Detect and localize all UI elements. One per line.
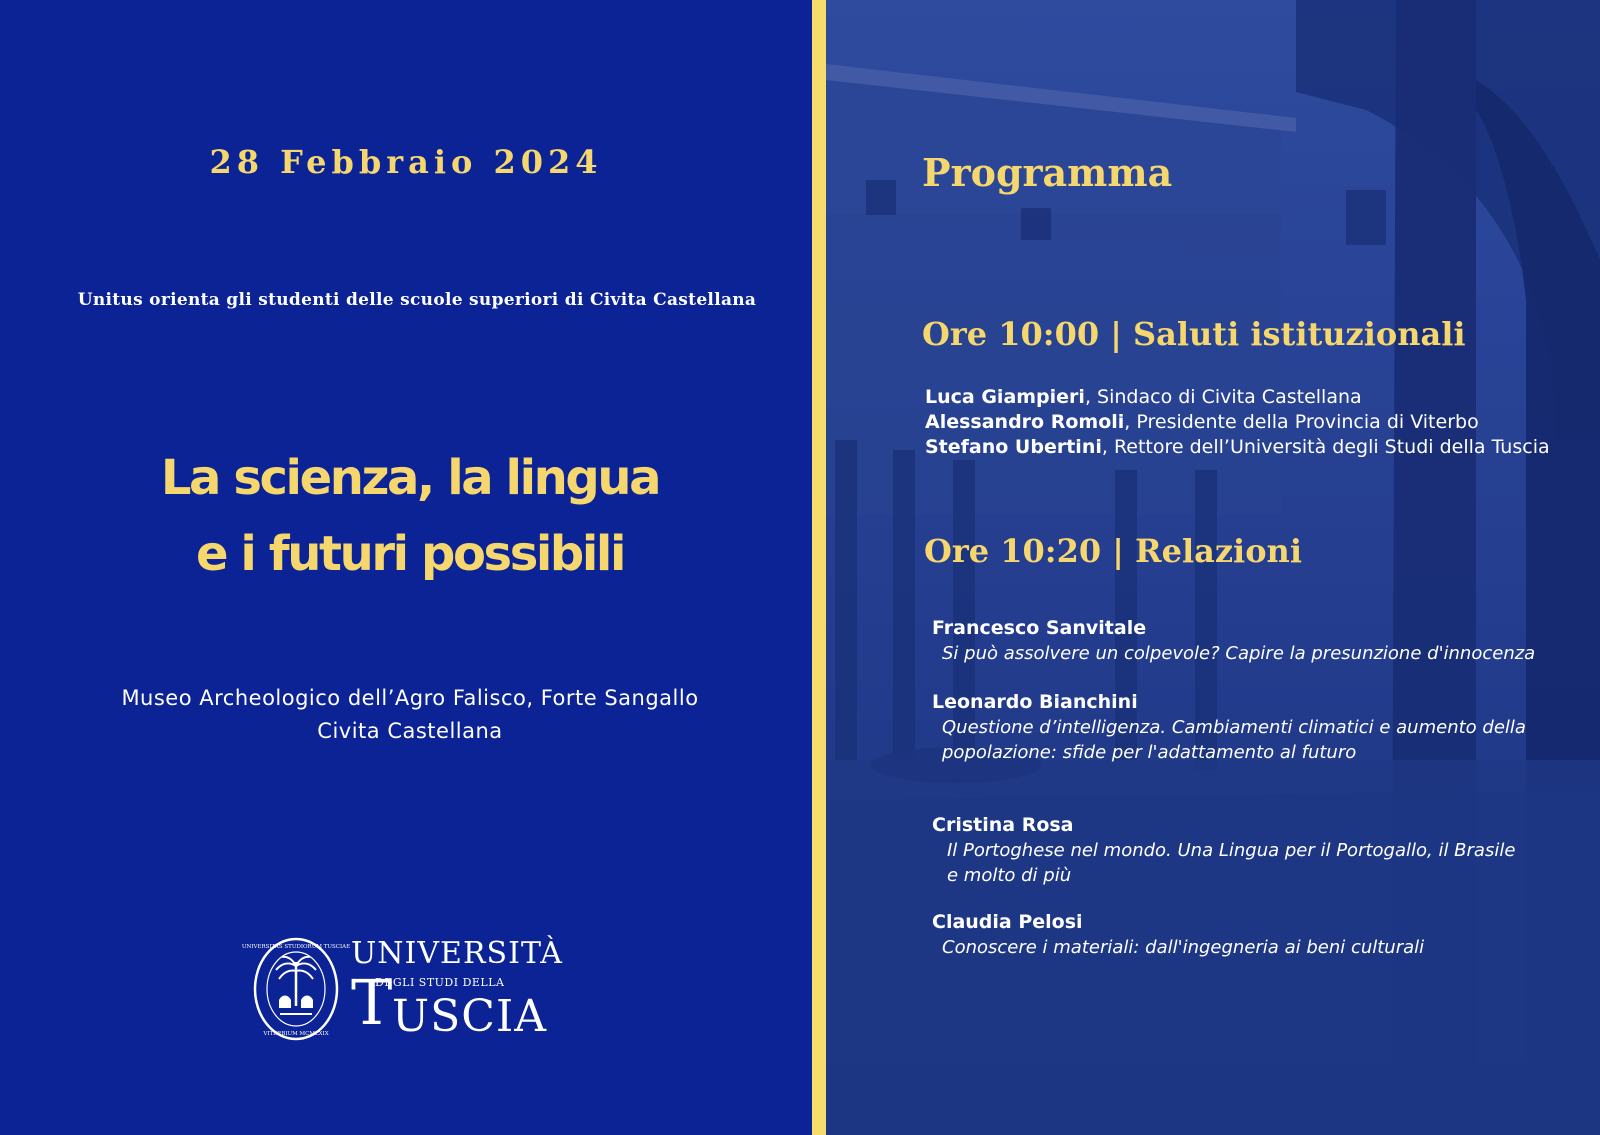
venue-line-2: Civita Castellana (317, 719, 503, 743)
program-heading: Programma (922, 150, 1173, 195)
logo-word-universita: UNIVERSITÀ (351, 936, 563, 971)
greeting-item (925, 435, 1550, 460)
event-title-line-1: La scienza, la lingua (160, 450, 660, 506)
talk-title-line-2: e molto di più (947, 865, 1072, 886)
logo-small-text: DEGLI STUDI DELLA (375, 976, 505, 989)
talk-item (932, 690, 1526, 765)
person-name: Stefano Ubertini (925, 436, 1102, 458)
talk-speaker: Claudia Pelosi (932, 911, 1083, 933)
university-seal-icon (241, 936, 351, 1042)
session-title-2: Ore 10:20 | Relazioni (924, 532, 1302, 570)
person-role: , Rettore dell’Università degli Studi della Tuscia (1101, 436, 1550, 458)
logo-word-tuscia: USCIA (392, 991, 548, 1042)
talk-speaker: Leonardo Bianchini (932, 691, 1138, 713)
talk-speaker: Cristina Rosa (932, 814, 1074, 836)
yellow-divider (812, 0, 826, 1135)
person-role: , Presidente della Provincia di Viterbo (1124, 411, 1479, 433)
person-role: , Sindaco di Civita Castellana (1084, 386, 1362, 408)
venue-line-1: Museo Archeologico dell’Agro Falisco, Forte Sangallo (121, 686, 699, 710)
event-title (0, 440, 820, 592)
talk-title-line-1: Il Portoghese nel mondo. Una Lingua per il Portogallo, il Brasile (947, 840, 1516, 861)
talk-item (932, 910, 1424, 960)
person-name: Luca Giampieri (925, 386, 1085, 408)
person-name: Alessandro Romoli (925, 411, 1125, 433)
greeting-item (925, 410, 1550, 435)
event-title-line-2: e i futuri possibili (195, 526, 625, 582)
greeting-item (925, 385, 1550, 410)
event-subtitle: Unitus orienta gli studenti delle scuole superiori di Civita Castellana (77, 290, 757, 310)
university-logo (241, 934, 563, 1044)
talk-title: Si può assolvere un colpevole? Capire la presunzione d'innocenza (942, 643, 1536, 664)
session-title-1: Ore 10:00 | Saluti istituzionali (922, 315, 1466, 353)
talk-title-line-2: popolazione: sfide per l'adattamento al futuro (942, 742, 1357, 763)
institutional-greetings-list (925, 385, 1550, 460)
logo-big-t: T (351, 966, 393, 1039)
right-panel (826, 0, 1600, 1135)
talk-title-line-1: Questione d’intelligenza. Cambiamenti climatici e aumento della (942, 717, 1526, 738)
talk-item (932, 616, 1535, 666)
talk-item (932, 813, 1515, 888)
svg-text:UNIVERSITAS STUDIORUM TUSCIAE: UNIVERSITAS STUDIORUM TUSCIAE (241, 944, 351, 950)
talk-speaker: Francesco Sanvitale (932, 617, 1147, 639)
talk-title: Conoscere i materiali: dall'ingegneria ai beni culturali (942, 937, 1425, 958)
event-venue (0, 682, 820, 748)
event-date: 28 Febbraio 2024 (209, 143, 603, 181)
svg-text:VITERBIUM MCMLXIX: VITERBIUM MCMLXIX (263, 1031, 329, 1037)
